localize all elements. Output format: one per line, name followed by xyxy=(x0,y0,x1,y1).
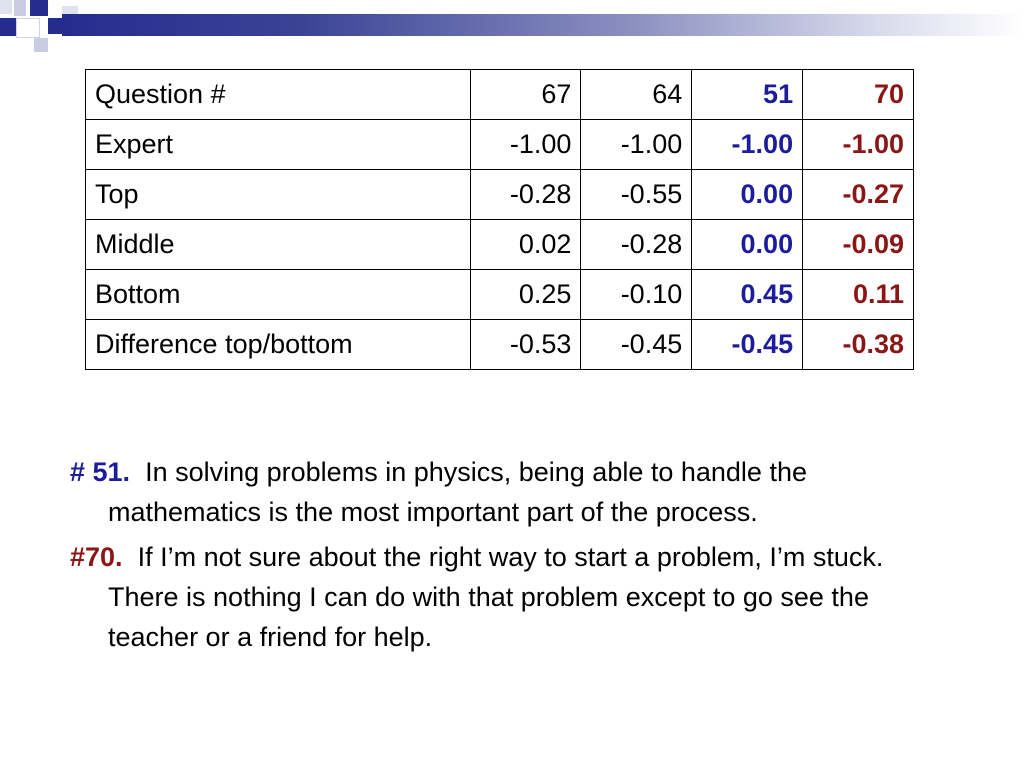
note-text: In solving problems in physics, being able to handle the mathematics is the most important part of the process. xyxy=(108,457,807,527)
deco-square xyxy=(0,18,16,36)
table-cell: -0.28 xyxy=(581,220,692,270)
table-row xyxy=(86,120,914,170)
note-q70 xyxy=(70,537,960,657)
results-table xyxy=(85,69,914,370)
deco-square xyxy=(34,38,48,52)
table-cell: -1.00 xyxy=(803,120,914,170)
table-cell: 0.00 xyxy=(692,220,803,270)
table-cell: 0.25 xyxy=(470,270,581,320)
table-cell: -1.00 xyxy=(470,120,581,170)
table-row xyxy=(86,320,914,370)
table-cell: -0.38 xyxy=(803,320,914,370)
note-number: # 51. xyxy=(70,457,131,487)
deco-square xyxy=(0,0,12,14)
table-cell: -0.28 xyxy=(470,170,581,220)
table-cell: 0.02 xyxy=(470,220,581,270)
table-cell: -0.09 xyxy=(803,220,914,270)
question-notes xyxy=(70,452,960,662)
row-label: Difference top/bottom xyxy=(86,320,471,370)
table-cell: -0.27 xyxy=(803,170,914,220)
deco-square xyxy=(16,18,40,38)
note-text: If I’m not sure about the right way to start a problem, I’m stuck. There is nothing I can do with that problem except to go see the teacher or a friend for help. xyxy=(108,542,884,652)
table-cell: 0.45 xyxy=(692,270,803,320)
table-cell: -0.55 xyxy=(581,170,692,220)
header-cell-q67: 67 xyxy=(470,70,581,120)
table-cell: 0.11 xyxy=(803,270,914,320)
table-cell: -1.00 xyxy=(581,120,692,170)
note-q51 xyxy=(70,452,960,532)
table-cell: -1.00 xyxy=(692,120,803,170)
deco-square xyxy=(48,18,62,34)
row-label: Expert xyxy=(86,120,471,170)
deco-square xyxy=(30,0,48,16)
table-row xyxy=(86,270,914,320)
row-label: Bottom xyxy=(86,270,471,320)
table-row xyxy=(86,220,914,270)
header-cell-question: Question # xyxy=(86,70,471,120)
table-header-row xyxy=(86,70,914,120)
table-cell: -0.10 xyxy=(581,270,692,320)
table-cell: -0.53 xyxy=(470,320,581,370)
row-label: Top xyxy=(86,170,471,220)
table-row xyxy=(86,170,914,220)
header-cell-q70: 70 xyxy=(803,70,914,120)
header-cell-q64: 64 xyxy=(581,70,692,120)
note-number: #70. xyxy=(70,542,123,572)
header-cell-q51: 51 xyxy=(692,70,803,120)
row-label: Middle xyxy=(86,220,471,270)
deco-square xyxy=(14,0,26,16)
table-cell: 0.00 xyxy=(692,170,803,220)
title-rule xyxy=(62,14,1024,36)
table-cell: -0.45 xyxy=(581,320,692,370)
table-cell: -0.45 xyxy=(692,320,803,370)
